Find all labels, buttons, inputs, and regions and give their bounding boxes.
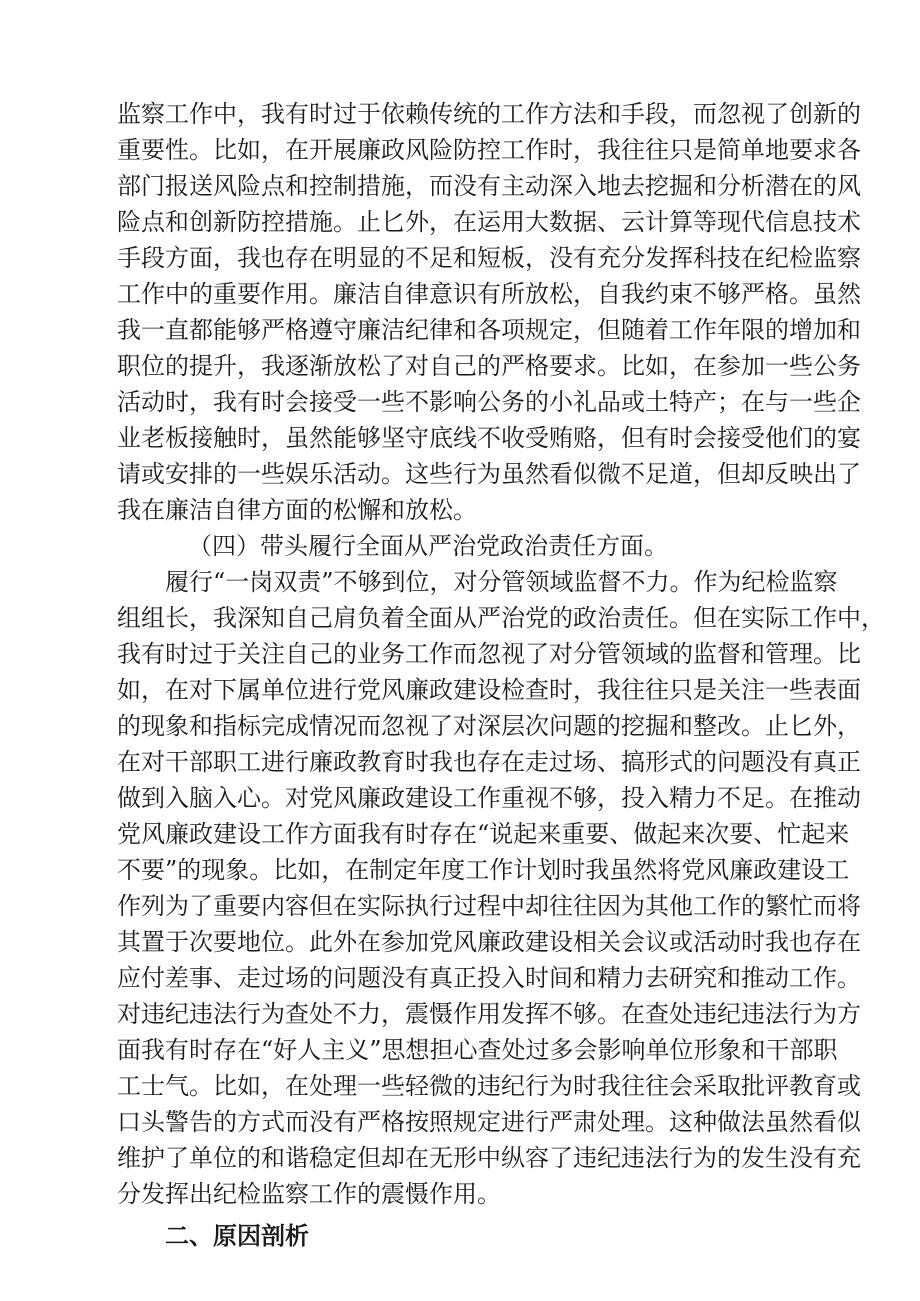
body-text-line: 的现象和指标完成情况而忽视了对深层次问题的挖掘和整改。止匕外，	[117, 712, 861, 740]
body-text-line: 履行“一岗双责”不够到位，对分管领域监督不力。作为纪检监察	[165, 568, 838, 596]
body-text-line: 工士气。比如，在处理一些轻微的违纪行为时我往往会采取批评教育或	[117, 1072, 861, 1100]
body-text-line: 组组长，我深知自己肩负着全面从严治党的政治责任。但在实际工作中，	[117, 604, 885, 632]
body-text-line: 分发挥出纪检监察工作的震慑作用。	[117, 1180, 501, 1208]
body-text-line: 做到入脑入心。对党风廉政建设工作重视不够，投入精力不足。在推动	[117, 784, 861, 812]
body-text-line: 在对干部职工进行廉政教育时我也存在走过场、搞形式的问题没有真正	[117, 748, 861, 776]
body-text-line: 活动时，我有时会接受一些不影响公务的小礼品或土特产；在与一些企	[117, 388, 861, 416]
body-text-line: 部门报送风险点和控制措施，而没有主动深入地去挖掘和分析潜在的风	[117, 172, 861, 200]
body-text-line: 请或安排的一些娱乐活动。这些行为虽然看似微不足道，但却反映出了	[117, 460, 861, 488]
body-text-line: 党风廉政建设工作方面我有时存在“说起来重要、做起来次要、忙起来	[117, 820, 850, 848]
body-text-line: 业老板接触时，虽然能够坚守底线不收受贿赂，但有时会接受他们的宴	[117, 424, 861, 452]
body-text-line: 重要性。比如，在开展廉政风险防控工作时，我往往只是简单地要求各	[117, 136, 861, 164]
body-text-line: 不要”的现象。比如，在制定年度工作计划时我虽然将党风廉政建设工	[117, 856, 850, 884]
body-text-line: 其置于次要地位。此外在参加党风廉政建设相关会议或活动时我也存在	[117, 928, 861, 956]
body-text-line: 如，在对下属单位进行党风廉政建设检查时，我往往只是关注一些表面	[117, 676, 861, 704]
section-subheading: （四）带头履行全面从严治党政治责任方面。	[188, 532, 668, 560]
body-text-line: 险点和创新防控措施。止匕外，在运用大数据、云计算等现代信息技术	[117, 208, 861, 236]
body-text-line: 我有时过于关注自己的业务工作而忽视了对分管领域的监督和管理。比	[117, 640, 861, 668]
body-text-line: 我在廉洁自律方面的松懈和放松。	[117, 496, 477, 524]
body-text-line: 面我有时存在“好人主义”思想担心查处过多会影响单位形象和干部职	[117, 1036, 838, 1064]
body-text-line: 我一直都能够严格遵守廉洁纪律和各项规定，但随着工作年限的增加和	[117, 316, 861, 344]
body-text-line: 工作中的重要作用。廉洁自律意识有所放松，自我约束不够严格。虽然	[117, 280, 861, 308]
body-text-line: 应付差事、走过场的问题没有真正投入时间和精力去研究和推动工作。	[117, 964, 861, 992]
body-text-line: 监察工作中，我有时过于依赖传统的工作方法和手段，而忽视了创新的	[117, 100, 861, 128]
body-text-line: 对违纪违法行为查处不力，震慑作用发挥不够。在查处违纪违法行为方	[117, 1000, 861, 1028]
section-heading: 二、原因剖析	[165, 1222, 309, 1250]
body-text-line: 作列为了重要内容但在实际执行过程中却往往因为其他工作的繁忙而将	[117, 892, 861, 920]
body-text-line: 维护了单位的和谐稳定但却在无形中纵容了违纪违法行为的发生没有充	[117, 1144, 861, 1172]
body-text-line: 手段方面，我也存在明显的不足和短板，没有充分发挥科技在纪检监察	[117, 244, 861, 272]
body-text-line: 职位的提升，我逐渐放松了对自己的严格要求。比如，在参加一些公务	[117, 352, 861, 380]
body-text-line: 口头警告的方式而没有严格按照规定进行严肃处理。这种做法虽然看似	[117, 1108, 861, 1136]
